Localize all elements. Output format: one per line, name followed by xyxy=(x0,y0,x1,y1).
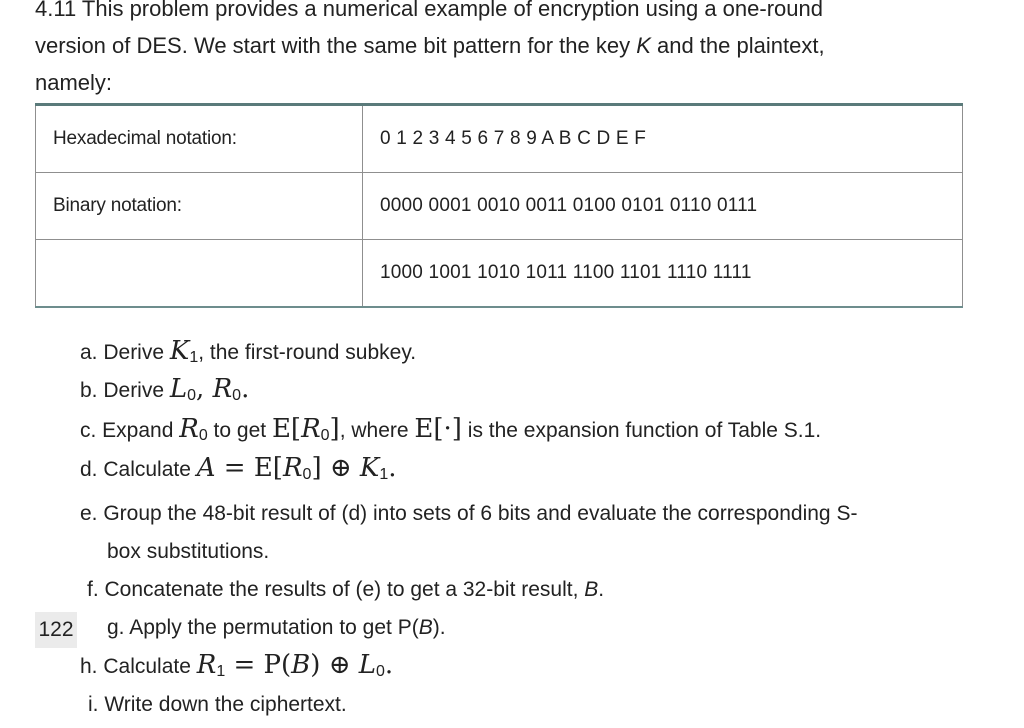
math-var: B xyxy=(291,650,311,680)
step-a xyxy=(80,336,416,367)
math-op: E[ xyxy=(271,414,302,444)
step-text: d. Calculate xyxy=(80,458,197,481)
math-var: A xyxy=(196,453,216,483)
step-e-line-2: box substitutions. xyxy=(107,540,270,563)
math-op: E[·] xyxy=(414,414,462,444)
step-text: g. Apply the permutation to get P( xyxy=(107,616,419,639)
page-number: 122 xyxy=(35,612,77,648)
math-sub: 1 xyxy=(216,663,226,680)
row-label: Hexadecimal notation: xyxy=(36,105,363,173)
math-var: L xyxy=(358,650,377,680)
math-var: R xyxy=(179,414,199,444)
intro-line-1: 4.11 This problem provides a numerical example of encryption using a one-round xyxy=(35,0,823,21)
intro-line-3: namely: xyxy=(35,70,113,95)
intro-line-2-start: version of DES. We start with the same bit pattern for the key xyxy=(35,33,637,58)
step-b xyxy=(80,374,249,405)
math-sub: 0 xyxy=(187,387,197,404)
table-row xyxy=(36,173,963,240)
math-var: R xyxy=(196,650,217,680)
math-var: R xyxy=(301,414,321,444)
step-i: i. Write down the ciphertext. xyxy=(88,693,347,716)
table-row xyxy=(36,105,963,173)
intro-line-2-end: and the plaintext, xyxy=(650,33,825,58)
math-sub: 1 xyxy=(189,349,199,366)
row-label xyxy=(36,240,363,308)
math-sub: 1 xyxy=(379,466,389,483)
row-value: 0000 0001 0010 0011 0100 0101 0110 0111 xyxy=(363,173,963,240)
step-text: a. Derive xyxy=(80,341,170,364)
row-label: Binary notation: xyxy=(36,173,363,240)
step-h xyxy=(80,650,393,681)
math-op: . xyxy=(388,453,397,483)
math-var: L xyxy=(169,374,188,404)
step-d xyxy=(80,453,397,484)
key-variable: K xyxy=(636,33,651,58)
step-text: . xyxy=(598,578,605,601)
math-var: K xyxy=(169,336,190,366)
math-var: R xyxy=(212,374,233,404)
step-text: f. Concatenate the results of (e) to get a 32-bit result, xyxy=(87,578,585,601)
math-sub: 0 xyxy=(376,663,385,680)
math-sub: 0 xyxy=(320,427,330,444)
step-text: , the first-round subkey. xyxy=(198,341,417,364)
math-sub: 0 xyxy=(302,466,312,483)
step-c xyxy=(80,414,821,445)
row-value: 0 1 2 3 4 5 6 7 8 9 A B C D E F xyxy=(363,105,963,173)
step-f xyxy=(87,578,604,602)
step-text: , where xyxy=(339,419,415,442)
math-sep: , xyxy=(196,374,213,404)
bit-pattern-table xyxy=(35,103,963,308)
math-sub: 0 xyxy=(198,427,208,444)
math-op: ] ⊕ xyxy=(311,453,360,483)
step-text: is the expansion function of Table S.1. xyxy=(461,419,822,442)
problem-intro xyxy=(35,0,975,101)
step-e-line-1: e. Group the 48-bit result of (d) into sets of 6 bits and evaluate the corresponding S- xyxy=(80,502,858,525)
intro-line-2 xyxy=(35,27,975,64)
math-op: = E[ xyxy=(215,453,283,483)
math-var: B xyxy=(418,616,433,639)
math-var: K xyxy=(359,453,380,483)
math-op: ] xyxy=(329,414,340,444)
math-var: B xyxy=(584,578,599,601)
step-g xyxy=(107,616,446,640)
math-sep: . xyxy=(241,374,250,404)
step-text: h. Calculate xyxy=(80,655,197,678)
math-op: ) ⊕ xyxy=(310,650,359,680)
math-var: R xyxy=(282,453,303,483)
step-text: c. Expand xyxy=(80,419,180,442)
row-value: 1000 1001 1010 1011 1100 1101 1110 1111 xyxy=(363,240,963,308)
step-text: ). xyxy=(432,616,446,639)
step-text: to get xyxy=(207,419,272,442)
math-sub: 0 xyxy=(232,387,242,404)
step-text: b. Derive xyxy=(80,379,170,402)
math-op: = P( xyxy=(225,650,292,680)
table-row xyxy=(36,240,963,308)
math-op: . xyxy=(384,650,394,680)
